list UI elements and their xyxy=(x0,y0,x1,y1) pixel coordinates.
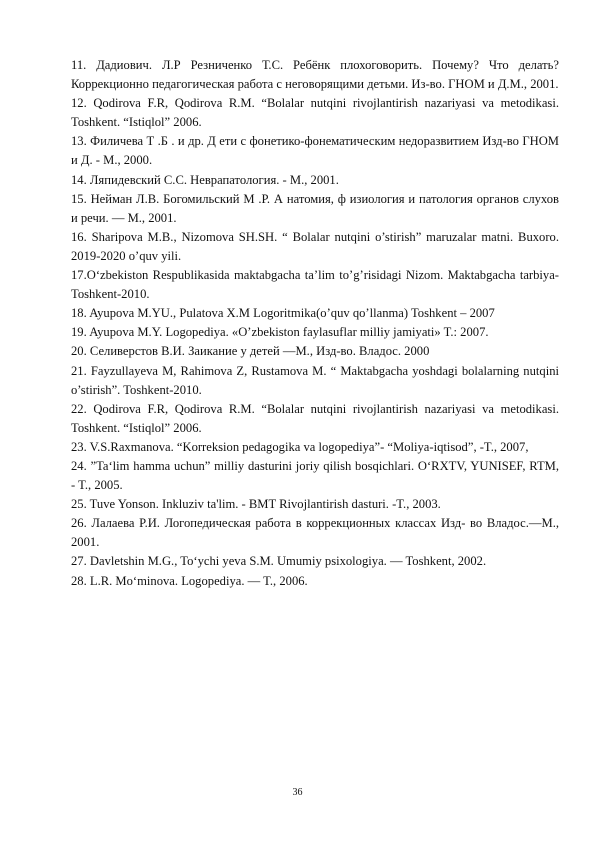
reference-item-21: 21. Fayzullayeva M, Rahimova Z, Rustamova M. “ Maktabgacha yoshdagi bolalarning nutqini o’stirish”. Toshkent-2010. xyxy=(71,363,559,397)
reference-item-27: 27. Davletshin M.G., To‘ychi yeva S.M. Umumiy psixologiya. — Toshkent, 2002. xyxy=(71,554,487,569)
reference-list xyxy=(71,56,559,591)
reference-item-17: 17.O‘zbekiston Respublikasida maktabgacha ta’lim to’g’risidagi Nizom. Maktabgacha tarbiya-Toshkent-2010. xyxy=(71,268,559,302)
reference-item-26: 26. Лалаева Р.И. Логопедическая работа в коррекционных классах Изд- во Владос.—М., 2001. xyxy=(71,516,559,550)
reference-item-11: 11. Дадиович. Л.Р Резниченко Т.С. Ребёнк плохоговорить. Почему? Что делать? Коррекционно педагогическая работа с неговорящими детьми. Из-во. ГНОМ и Д.М., 2001. xyxy=(71,58,559,92)
reference-item-15: 15. Нейман Л.В. Богомильский М .Р. А натомия, ф изиология и патология органов слухов и речи. — М., 2001. xyxy=(71,191,559,225)
reference-item-20: 20. Селиверстов В.И. Заикание у детей —М., Изд-во. Владос. 2000 xyxy=(71,344,430,359)
reference-item-22: 22. Qodirova F.R, Qodirova R.M. “Bolalar nutqini rivojlantirish nazariyasi va metodikasi. Toshkent. “Istiqlol” 2006. xyxy=(71,401,559,435)
reference-item-13: 13. Филичева Т .Б . и др. Д ети с фонетико-фонематическим недоразвитием Изд-во ГНОМ и Д. - М., 2000. xyxy=(71,134,559,168)
reference-item-23: 23. V.S.Raxmanova. “Korreksion pedagogika va logopediya”- “Moliya-iqtisod”, -T., 2007, xyxy=(71,439,529,454)
reference-item-28: 28. L.R. Mo‘minova. Logopediya. — T., 2006. xyxy=(71,573,308,588)
reference-item-24: 24. ”Ta‘lim hamma uchun” milliy dasturini joriy qilish bosqichlari. O‘RXTV, YUNISEF, RTM, - T., 2005. xyxy=(71,458,559,493)
reference-item-12: 12. Qodirova F.R, Qodirova R.M. “Bolalar nutqini rivojlantirish nazariyasi va metodikasi. Toshkent. “Istiqlol” 2006. xyxy=(71,96,559,130)
reference-item-19: 19. Ayupova M.Y. Logopediya. «O’zbekiston faylasuflar milliy jamiyati» T.: 2007. xyxy=(71,325,489,340)
page-number: 36 xyxy=(292,787,303,798)
reference-item-16: 16. Sharipova M.B., Nizomova SH.SH. “ Bolalar nutqini o’stirish” maruzalar matni. Buxoro. 2019-2020 o’quv yili. xyxy=(71,229,559,263)
reference-item-18: 18. Ayupova M.YU., Pulatova X.M Logoritmika(o’quv qo’llanma) Toshkent – 2007 xyxy=(71,306,495,321)
reference-item-25: 25. Tuve Yonson. Inkluziv ta'lim. - BMT Rivojlantirish dasturi. -T., 2003. xyxy=(71,497,441,512)
reference-item-14: 14. Ляпидевский С.С. Неврапатология. - М., 2001. xyxy=(71,172,339,187)
